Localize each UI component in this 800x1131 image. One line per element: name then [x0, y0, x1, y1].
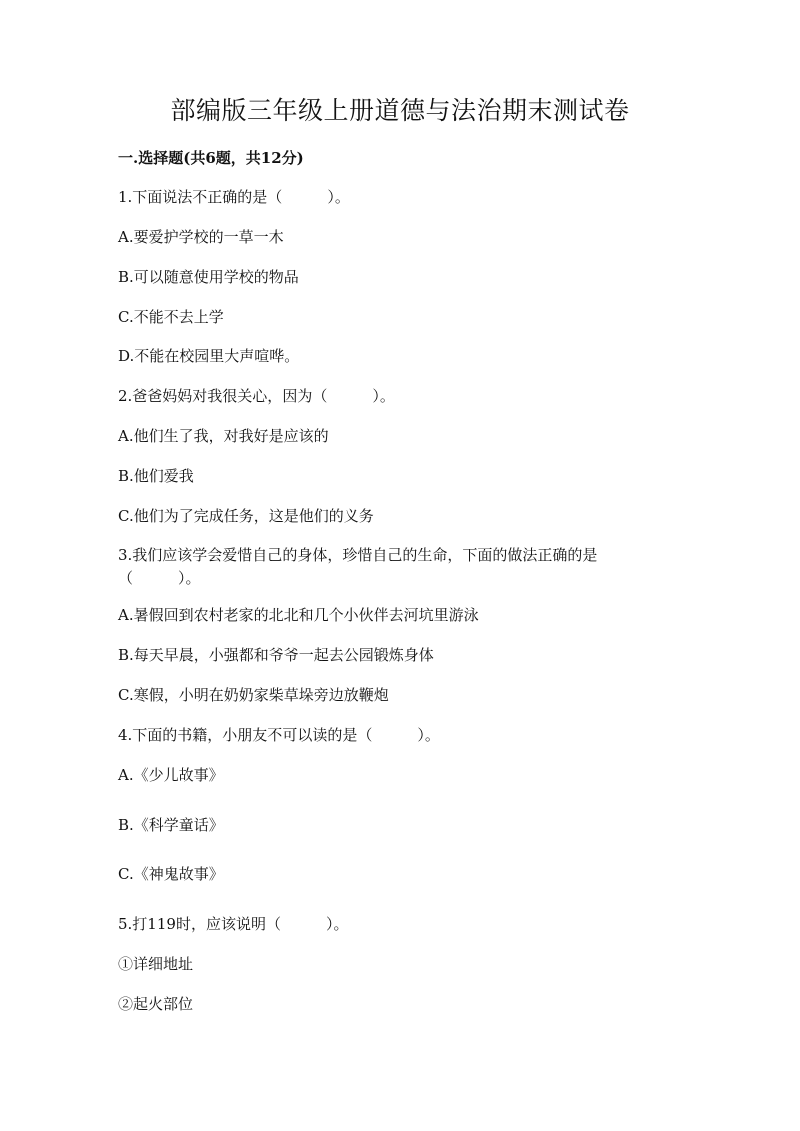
- question-stem: 5.打119时，应该说明（ ）。: [118, 915, 349, 933]
- option-item: A.他们生了我，对我好是应该的: [118, 427, 329, 445]
- option-item: A.要爱护学校的一草一木: [118, 228, 284, 246]
- option-item: B.《科学童话》: [118, 816, 224, 834]
- option-item: ①详细地址: [118, 955, 194, 973]
- question-stem: 3.我们应该学会爱惜自己的身体，珍惜自己的生命，下面的做法正确的是（ ）。: [118, 546, 598, 587]
- option-item: C.不能不去上学: [118, 308, 224, 326]
- option-item: ②起火部位: [118, 995, 194, 1013]
- question-stem: 4.下面的书籍，小朋友不可以读的是（ ）。: [118, 726, 440, 744]
- option-item: B.每天早晨，小强都和爷爷一起去公园锻炼身体: [118, 646, 434, 664]
- section-header: 一.选择题(共6题，共12分): [118, 149, 304, 167]
- option-item: B.他们爱我: [118, 467, 194, 485]
- question-stem: 2.爸爸妈妈对我很关心，因为（ ）。: [118, 387, 395, 405]
- option-item: C.他们为了完成任务，这是他们的义务: [118, 507, 374, 525]
- option-item: C.寒假，小明在奶奶家柴草垛旁边放鞭炮: [118, 686, 389, 704]
- option-item: A.《少儿故事》: [118, 766, 224, 784]
- option-item: C.《神鬼故事》: [118, 865, 224, 883]
- option-item: B.可以随意使用学校的物品: [118, 268, 299, 286]
- option-item: A.暑假回到农村老家的北北和几个小伙伴去河坑里游泳: [118, 606, 479, 624]
- question-stem: 1.下面说法不正确的是（ ）。: [118, 188, 350, 206]
- option-item: D.不能在校园里大声喧哗。: [118, 347, 300, 365]
- page-title: 部编版三年级上册道德与法治期末测试卷: [170, 96, 630, 125]
